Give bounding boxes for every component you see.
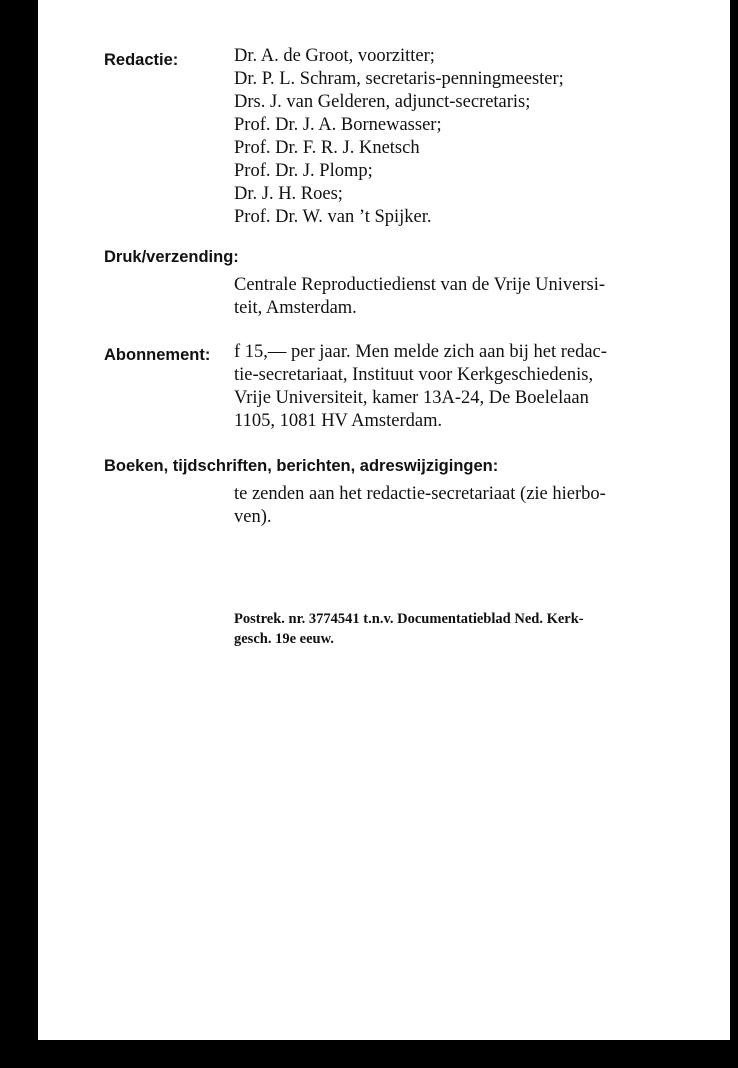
abonnement-label: Abonnement:	[104, 346, 211, 364]
postrek-note	[234, 609, 584, 649]
druk-line: Centrale Reproductiedienst van de Vrije Universi-	[234, 275, 606, 295]
redactie-member: Dr. J. H. Roes;	[234, 184, 343, 204]
redactie-list	[234, 45, 564, 229]
abonnement-line: Vrije Universiteit, kamer 13A-24, De Boelelaan	[234, 388, 589, 408]
druk-line: teit, Amsterdam.	[234, 298, 357, 318]
postrek-line: Postrek. nr. 3774541 t.n.v. Documentatieblad Ned. Kerk-	[234, 611, 584, 627]
abonnement-text	[234, 341, 607, 433]
boeken-line: te zenden aan het redactie-secretariaat (zie hierbo-	[234, 484, 606, 504]
postrek-line: gesch. 19e eeuw.	[234, 631, 334, 647]
druk-label: Druk/verzending:	[104, 248, 239, 266]
boeken-label: Boeken, tijdschriften, berichten, adreswijzigingen:	[104, 457, 499, 475]
redactie-member: Dr. P. L. Schram, secretaris-penningmeester;	[234, 69, 564, 89]
redactie-member: Prof. Dr. J. A. Bornewasser;	[234, 115, 442, 135]
druk-text	[234, 274, 605, 320]
abonnement-line: f 15,— per jaar. Men melde zich aan bij het redac-	[234, 342, 607, 362]
colophon-page	[38, 0, 730, 1040]
redactie-member: Prof. Dr. W. van ’t Spijker.	[234, 207, 432, 227]
redactie-member: Drs. J. van Gelderen, adjunct-secretaris;	[234, 92, 531, 112]
redactie-member: Dr. A. de Groot, voorzitter;	[234, 46, 435, 66]
abonnement-line: 1105, 1081 HV Amsterdam.	[234, 411, 443, 431]
redactie-member: Prof. Dr. J. Plomp;	[234, 161, 373, 181]
abonnement-line: tie-secretariaat, Instituut voor Kerkgeschiedenis,	[234, 365, 594, 385]
redactie-member: Prof. Dr. F. R. J. Knetsch	[234, 138, 420, 158]
boeken-line: ven).	[234, 507, 272, 527]
boeken-text	[234, 483, 606, 529]
redactie-label: Redactie:	[104, 51, 179, 69]
